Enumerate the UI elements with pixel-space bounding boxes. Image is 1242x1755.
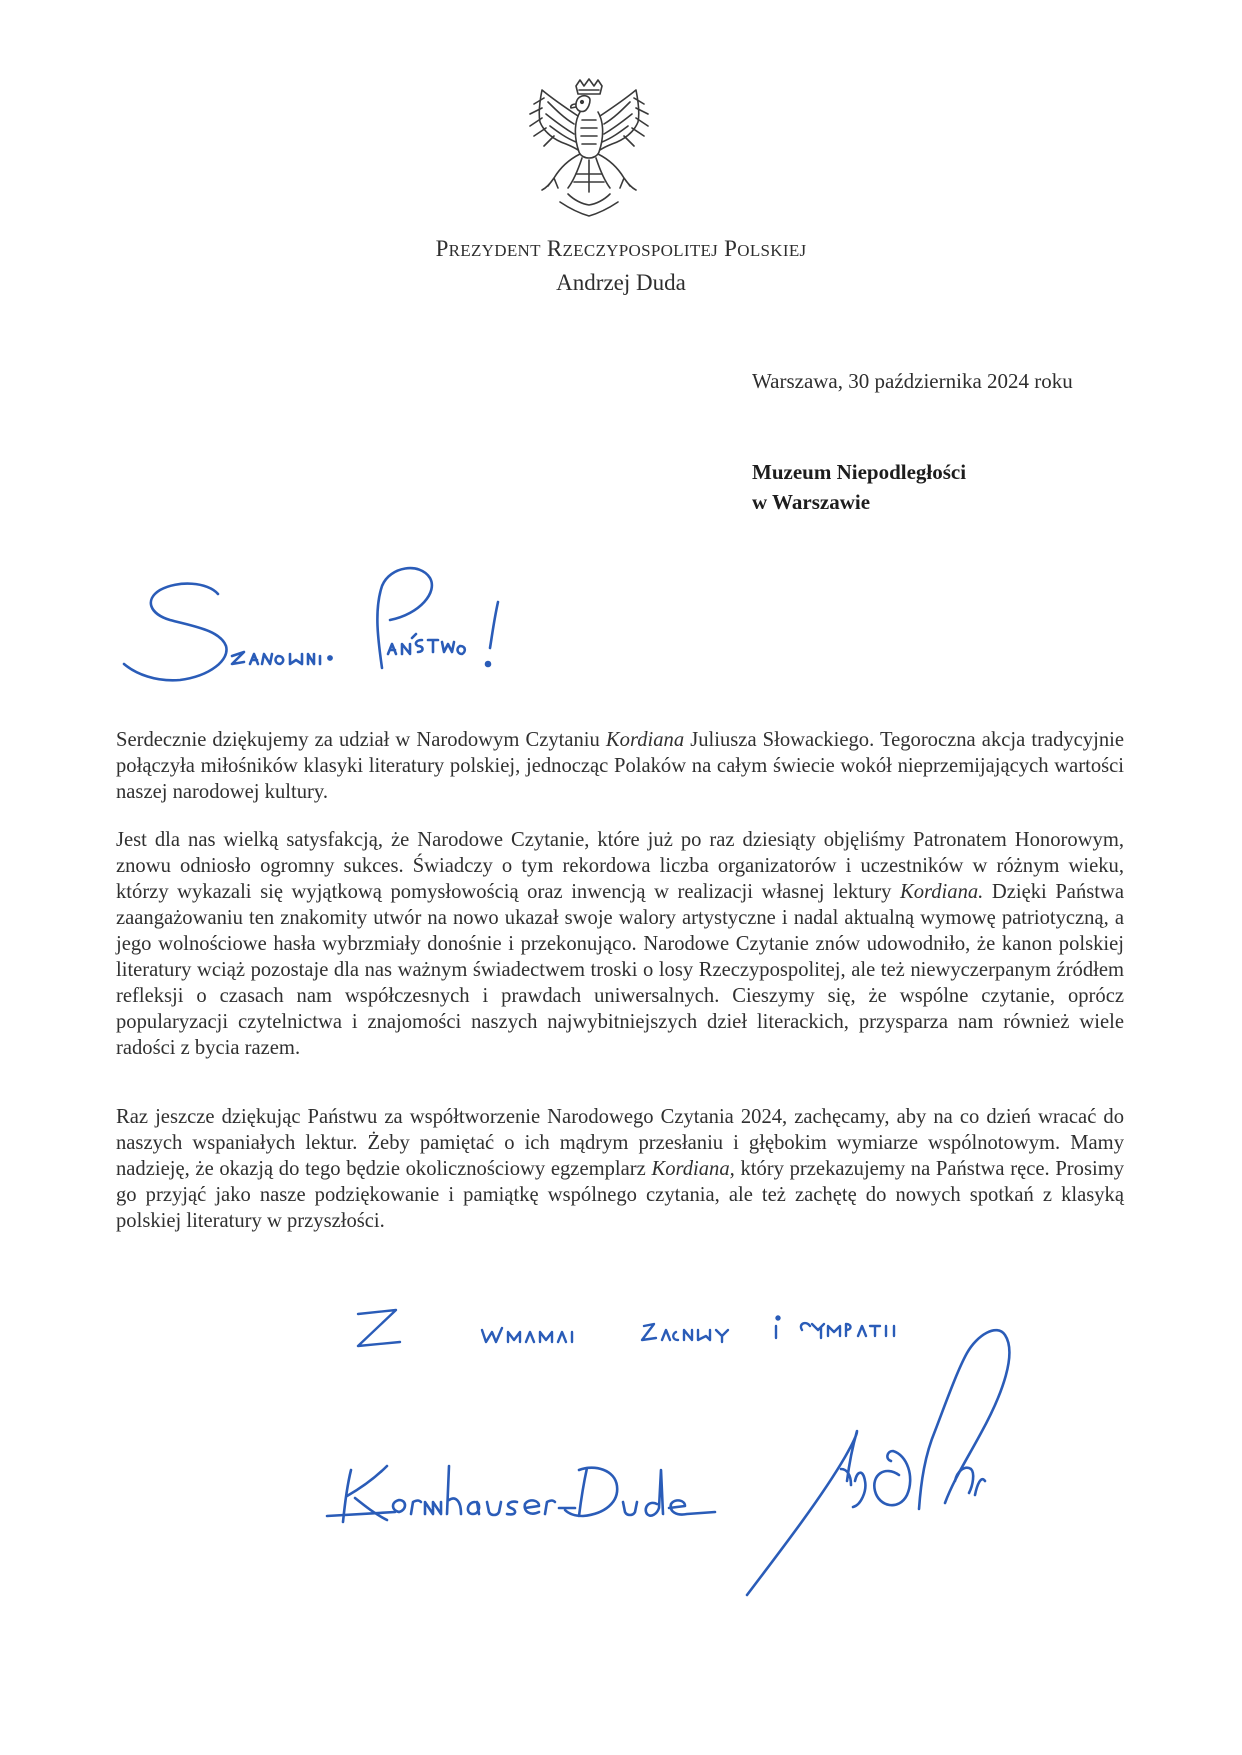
office-word-1: PREZYDENT [435,236,541,261]
book-title: Kordiana, [651,1158,735,1180]
date-line: Warszawa, 30 października 2024 roku [752,369,1073,393]
president-office-title [0,236,1242,262]
white-eagle-emblem-icon [524,78,654,220]
office-word-2: RZECZYPOSPOLITEJ [546,236,719,261]
recipient-line-1: Muzeum Niepodległości [752,460,967,484]
paragraph-1: Serdecznie dziękujemy za udział w Narodowym Czytaniu Kordiana Juliusza Słowackiego. Tegoroczna akcja tradycyjnie połączyła miłośników klasyki literatury polskiej, jednocząc Polaków na całym świecie wokół nieprzemijających wartości naszej narodowej kultury. [116,729,1124,803]
recipient-line-2: w Warszawie [752,490,871,514]
paragraph-3: Raz jeszcze dziękując Państwu za współtworzenie Narodowego Czytania 2024, zachęcamy, aby na co dzień wracać do naszych wspaniałych lektur. Żeby pamiętać o ich mądrym przesłaniu i głębokim wymiarze wspólnotowym. Mamy nadzieję, że okazją do tego będzie okolicznościowy egzemplarz Kordiana, który przekazujemy na Państwa ręce. Prosimy go przyjąć jako nasze podziękowanie i pamiątkę wspólnego czytania, ale też zachętę do nowych spotkań z klasyką polskiej literatury w przyszłości. [116,1106,1125,1232]
handwritten-salutation [120,560,570,700]
president-name: Andrzej Duda [556,270,686,295]
book-title: Kordiana. [899,881,984,903]
office-word-3: POLSKIEJ [724,236,807,261]
paragraph-2: Jest dla nas wielką satysfakcją, że Narodowe Czytanie, które już po raz dziesiąty objęliśmy Patronatem Honorowym, znowu odniosło ogromny sukces. Świadczy o tym rekordowa liczba organizatorów i uczestników w różnym wieku, którzy wykazali się wyjątkową pomysłowością oraz inwencją w realizacji własnej lektury Kordiana. Dzięki Państwa zaangażowaniu ten znakomity utwór na nowo ukazał swoje walory artystyczne i nadal aktualną wymowę patriotyczną, a jego wolnościowe hasła wybrzmiały donośnie i przekonująco. Narodowe Czytanie znów udowodniło, że kanon polskiej literatury wciąż pozostaje dla nas ważnym świadectwem troski o losy Rzeczypospolitej, ale też niewyczerpanym źródłem refleksji o czasach nam współczesnych i prawdach uniwersalnych. Cieszymy się, że wspólne czytanie, oprócz popularyzacji czytelnictwa i znajomości naszych najwybitniejszych dzieł literackich, przysparza nam również wiele radości z bycia razem. [116,829,1124,1059]
book-title: Kordiana [605,729,685,751]
signature-right [745,1305,1085,1605]
signature-left [325,1440,720,1550]
